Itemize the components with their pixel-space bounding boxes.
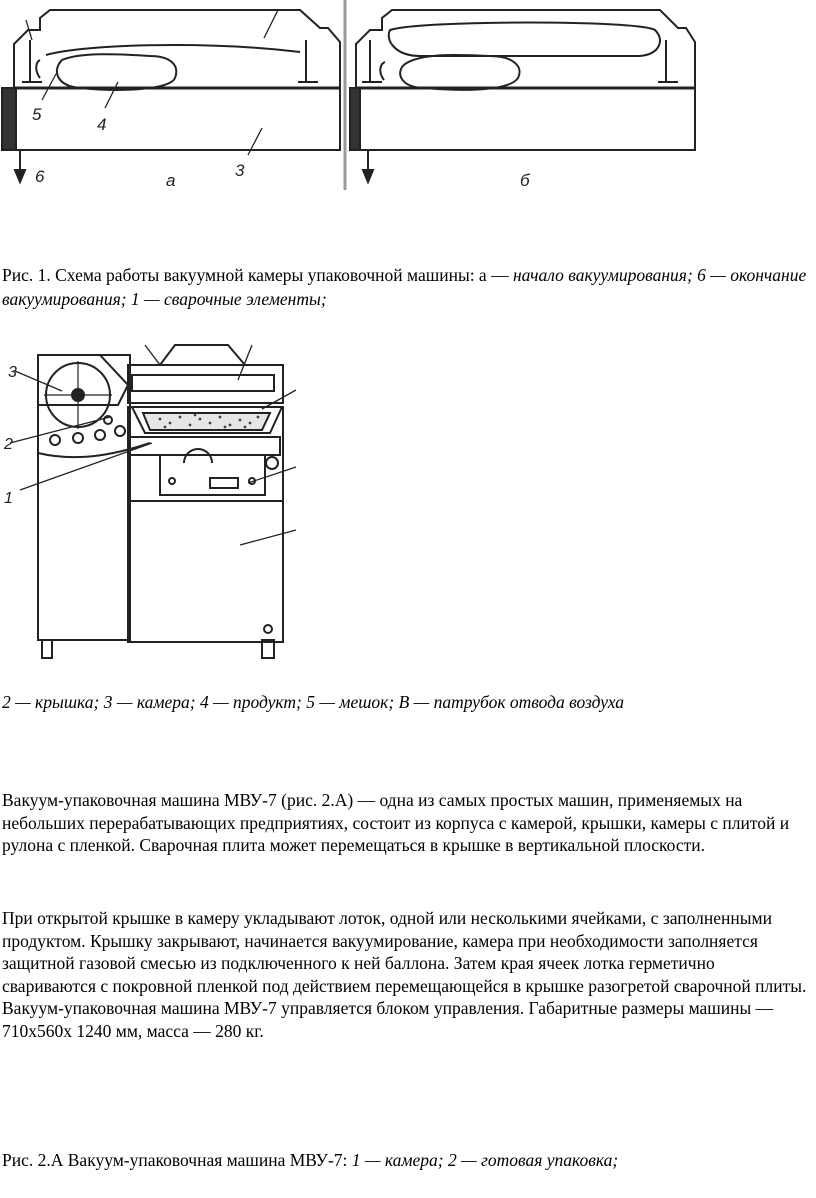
figure-1-caption-plain: Рис. 1. Схема работы вакуумной камеры упаковочной машины: а —	[2, 265, 513, 285]
figure-2-caption-italic: 2 — крышка; 3 — камера; 4 — продукт; 5 — мешок; В — патрубок отвода воздуха	[2, 692, 625, 712]
figure-1-caption-italic: начало вакуумирования; 6 — окончание вакуумирования; 1 — сварочные элементы;	[2, 265, 807, 309]
figure-2-caption	[2, 690, 812, 714]
figure-1-caption	[2, 263, 812, 311]
paragraph-operation: При открытой крышке в камеру укладывают лоток, одной или несколькими ячейками, с заполненными продуктом. Крышку закрывают, начинается вакуумирование, камера при необходимости заполняется защитной газовой смесью из подключенного к ней баллона. Затем края ячеек лотка герметично свариваются с покровной пленкой под действием перемещающейся в крышке разогретой сварочной плиты. Вакуум-упаковочная машина МВУ-7 управляется блоком управления. Габаритные размеры машины — 710х560х 1240 мм, масса — 280 кг.	[2, 908, 807, 1041]
fig2-label-1: 1	[4, 490, 13, 507]
figure-2a-caption	[2, 1148, 812, 1172]
machine-lid	[160, 345, 245, 365]
fig1-label-5: 5	[32, 105, 42, 124]
scheme-b-end-of-vacuuming	[350, 10, 695, 182]
scheme-a-start-of-vacuuming	[2, 10, 340, 182]
machine-chamber-body	[128, 407, 283, 642]
figure-2a-caption-plain: Рис. 2.А Вакуум-упаковочная машина МВУ-7:	[2, 1150, 352, 1170]
fig1-label-a: а	[166, 171, 176, 190]
fig2-label-2: 2	[4, 436, 13, 453]
fig1-label-4: 4	[97, 115, 107, 134]
paragraph-machine-description: Вакуум-упаковочная машина МВУ-7 (рис. 2.А) — одна из самых простых машин, применяемых на небольших перерабатывающих предприятиях, состоит из корпуса с камерой, крышки, камеры с плитой и рулона с пленкой. Сварочная плита может перемещаться в крышке в вертикальной плоскости.	[2, 790, 790, 855]
fig1-label-6: 6	[35, 167, 45, 186]
figure-2-packaging-machine-drawing	[0, 335, 320, 665]
fig1-label-b: б	[520, 171, 530, 190]
figure-1-vacuum-chamber-diagram	[0, 0, 700, 195]
fig1-label-3: 3	[235, 161, 245, 180]
figure-2a-caption-italic: 1 — камера; 2 — готовая упаковка;	[351, 1150, 619, 1170]
fig2-label-3: 3	[8, 364, 17, 381]
